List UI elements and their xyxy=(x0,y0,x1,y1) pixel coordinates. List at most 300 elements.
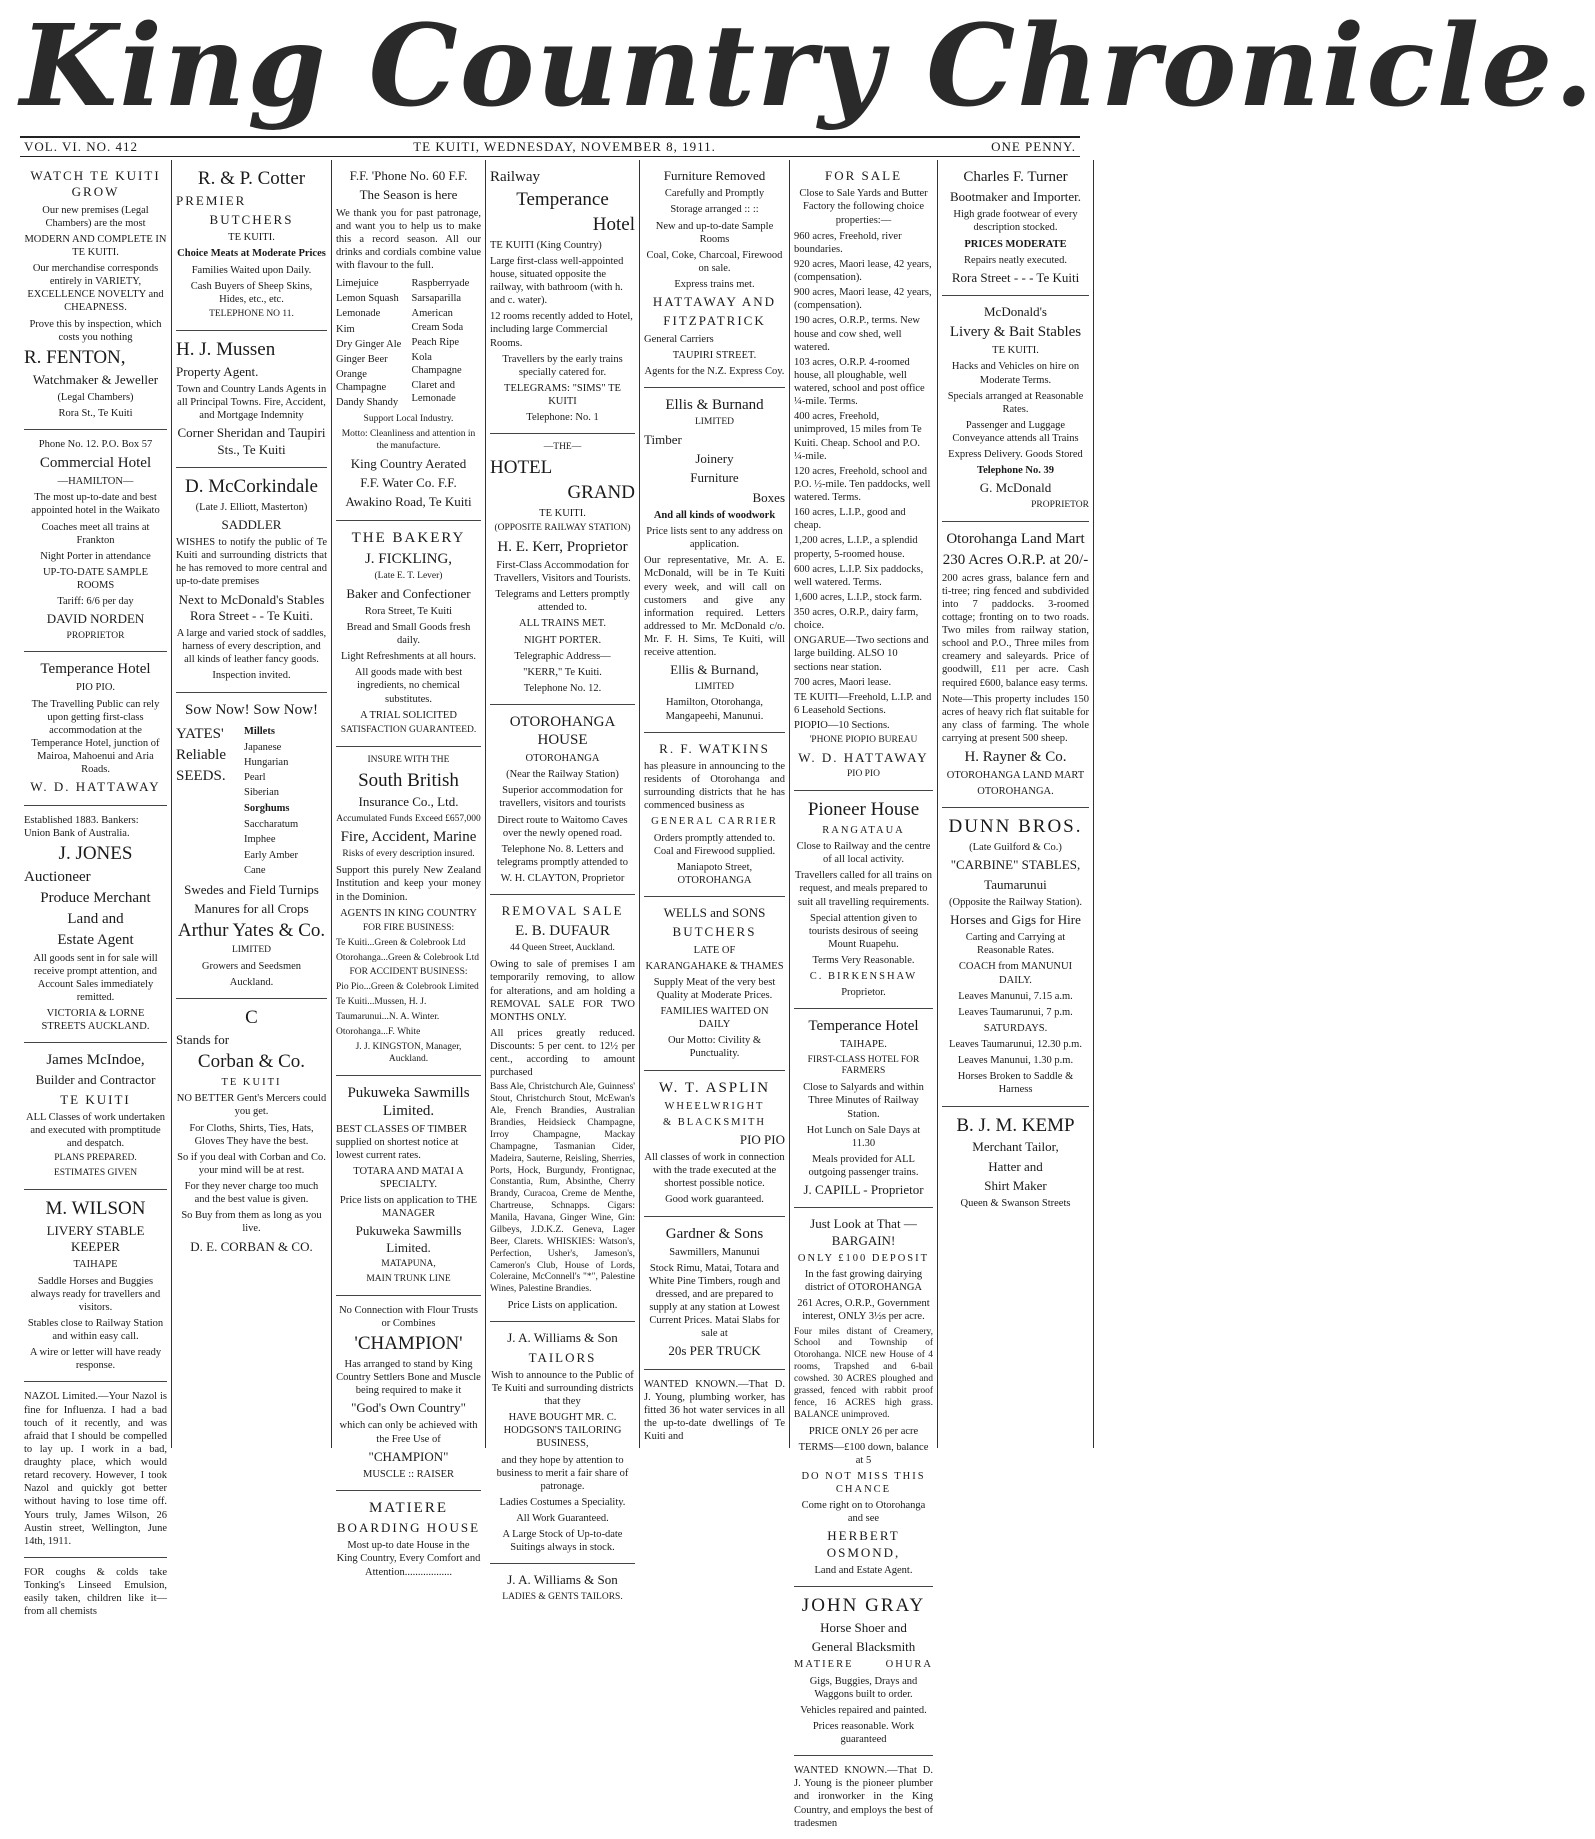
ad-brand: SEEDS. xyxy=(176,767,226,784)
ad-text: 200 acres grass, balance fern and ti-tree; ring fenced and subdivided into 7 paddocks. 3-roomed cottage; fronting on to two roads. Two miles from railway station, school and P.O., Three miles from creamery and saleyards. Price of goodwill, £11 per acre. Cash required £600, balance easy terms. xyxy=(942,572,1089,689)
ad-text: MATAPUNA, xyxy=(381,1258,436,1269)
ad-name: Pukuweka Sawmills Limited. xyxy=(355,1223,462,1255)
ad-text: Price lists sent to any address on application. xyxy=(646,526,783,551)
ad-heading: Temperance Hotel xyxy=(40,661,151,678)
ad-text: Maniapoto Street, OTOROHANGA xyxy=(676,861,753,886)
ad-jones xyxy=(24,806,167,1044)
ad-text: Passenger and Luggage Conveyance attends all Trains xyxy=(952,419,1079,444)
ad-text: Bass Ale, Christchurch Ale, Guinness' Stout, Christchurch Stout, McEwan's Ale, French Brandies, Australian Brandies, Heidsieck Champagne, Irroy Champagne, Mackay Champagne, Tasmanian Cider, Madeira, Sauterne, Reisling, Sherries, Ports, Hock, Burgundy, Frontignac, Constantia, Rum, Absinthe, Cherry Brandy, Curacoa, Creme de Menthe, Chartreuse, Schnapps. Cigars: Manila, Havana, Ginger Wine, Gin: Gilbeys, J.D.K.Z. Geneva, Lager Beer, Clarets. WHISKIES: Watson's, Perfection, Usher's, Jameson's, Cameron's Club, House of Lords, Coleraine, McConnell's "*", Palestine Wines, Palestine Brandies. xyxy=(490,1082,635,1295)
property-item: 600 acres, L.I.P. Six paddocks, well watered. Terms. xyxy=(794,563,924,588)
ad-name: WELLS and SONS xyxy=(663,905,766,920)
ad-text: Carefully and Promptly xyxy=(664,188,765,200)
ad-addr: Awakino Road, Te Kuiti xyxy=(345,494,472,510)
ad-for-sale xyxy=(794,160,933,791)
ad-williams xyxy=(490,1322,635,1564)
ad-place: MATIERE xyxy=(794,1659,854,1671)
ad-text: LIMITED xyxy=(231,945,272,956)
ad-text: ALL Classes of work undertaken and executed with promptitude and despatch. xyxy=(26,1111,165,1150)
ad-text: Direct route to Waitomo Caves over the newly opened road. xyxy=(497,814,628,839)
ad-text: All goods sent in for sale will receive prompt attention, and Account Sales immediately remitted. xyxy=(33,952,158,1004)
ad-role: Horse Shoer and xyxy=(820,1619,907,1635)
ad-text: BEST CLASSES OF TIMBER supplied on shortest notice at lowest current rates. xyxy=(336,1123,468,1161)
ad-text: A wire or letter will have ready response. xyxy=(29,1347,162,1372)
seed-item: Siberian xyxy=(244,787,279,799)
ad-text: KARANGAHAKE & THAMES xyxy=(645,960,784,972)
ad-nazol xyxy=(24,1382,167,1558)
price: ONE PENNY. xyxy=(991,139,1076,154)
ad-name: Pukuweka Sawmills Limited. xyxy=(347,1084,470,1119)
ad-text: MUSCLE :: RAISER xyxy=(362,1468,454,1480)
ad-text: For they never charge too much and the best value is given. xyxy=(184,1181,319,1206)
ad-role: Land and Estate Agent. xyxy=(814,1564,913,1576)
ad-text: Accumulated Funds Exceed £657,000 xyxy=(336,813,481,824)
ad-text: (Legal Chambers) xyxy=(57,391,134,403)
ad-role: WHEELWRIGHT xyxy=(664,1100,765,1112)
ad-name: M. WILSON xyxy=(45,1198,146,1220)
drink-item: Kola Champagne xyxy=(411,351,462,376)
ad-name: Ellis & Burnand, xyxy=(670,662,759,678)
ad-item: Furniture xyxy=(690,470,739,486)
ad-text: LIMITED xyxy=(694,681,735,692)
ad-text: PRICE ONLY 26 per acre xyxy=(808,1425,919,1437)
ad-text: No Connection with Flour Trusts or Combines xyxy=(339,1304,478,1329)
property-item: ONGARUE—Two sections and large building. ALSO 10 sections near station. xyxy=(794,635,929,673)
ad-text: For Cloths, Shirts, Ties, Hats, Gloves They have the best. xyxy=(189,1122,314,1147)
ad-text: Telephone No. 8. Letters and telegrams promptly attended to xyxy=(497,843,628,868)
ad-place: TE KUITI. xyxy=(228,232,275,244)
ad-role: Shirt Maker xyxy=(984,1177,1047,1193)
property-item: 700 acres, Maori lease. xyxy=(794,676,892,688)
property-item: 400 acres, Freehold, unimproved, 15 miles from Te Kuiti. Cheap. School and P.O. ¼-mile. xyxy=(794,411,922,462)
ad-role: PREMIER xyxy=(176,192,247,208)
ad-text: DO NOT MISS THIS CHANCE xyxy=(801,1470,926,1496)
ad-text: Note—This property includes 150 acres of heavy rich flat suitable for any class of farming. The whole carrying at present 500 sheep. xyxy=(942,693,1089,744)
ad-text: WISHES to notify the public of Te Kuiti and surrounding districts that he has removed to more central and up-to-date premises xyxy=(176,537,327,588)
ad-text: Growers and Seedsmen xyxy=(201,961,302,972)
ad-text: NO BETTER Gent's Mercers could you get. xyxy=(176,1093,327,1118)
ad-text: Support Local Industry. xyxy=(363,414,454,425)
property-item: 120 acres, Freehold, school and P.O. ½-mile. Ten paddocks, well watered. Terms. xyxy=(794,465,931,503)
ad-text: Night Porter in attendance xyxy=(40,550,151,562)
ad-mccorkindale xyxy=(176,468,327,693)
ad-otorohanga-house xyxy=(490,705,635,895)
ad-role: & BLACKSMITH xyxy=(662,1116,767,1128)
ad-addr: Rora Street, Te Kuiti xyxy=(364,605,453,617)
ad-role: Builder and Contractor xyxy=(35,1072,156,1088)
ad-name: Arthur Yates & Co. xyxy=(177,920,326,942)
ad-place: TAIHAPE. xyxy=(840,1039,887,1051)
ad-name: HATTAWAY AND xyxy=(652,294,777,310)
ad-text: Wish to announce to the Public of Te Kuiti and surrounding districts that they xyxy=(491,1369,634,1407)
column-7 xyxy=(938,160,1094,1448)
ad-item: Joinery xyxy=(695,451,734,467)
ad-name: Gardner & Sons xyxy=(665,1225,764,1242)
ad-text: Support this purely New Zealand Institution and keep your money in the Dominion. xyxy=(336,865,481,903)
ad-text: Stands for xyxy=(176,1032,230,1048)
ad-place: OTOROHANGA xyxy=(525,753,600,764)
ad-wilson xyxy=(24,1190,167,1382)
ad-place: TE KUITI xyxy=(60,1091,131,1107)
ad-name: H. J. Mussen xyxy=(176,338,276,360)
column-5 xyxy=(640,160,790,1448)
ad-hotel-grand xyxy=(490,434,635,705)
ad-text: Horses and Gigs for Hire xyxy=(950,911,1081,927)
ad-text: Coaches meet all trains at Frankton xyxy=(41,521,150,546)
ad-text: We thank you for past patronage, and want you to help us to make this a record season. All our drinks and cordials combine value with flavour to the full. xyxy=(336,207,481,271)
ad-asplin xyxy=(644,1071,785,1217)
ad-heading: 230 Acres O.R.P. at 20/- xyxy=(942,551,1089,568)
ad-text: A large and varied stock of saddles, harness of every description, and all kinds of leather fancy goods. xyxy=(176,628,327,666)
ad-text: Most up-to date House in the King Country, Every Comfort and Attention.................. xyxy=(336,1540,481,1578)
ad-text: 20s PER TRUCK xyxy=(668,1343,761,1359)
ad-land-mart xyxy=(942,522,1089,809)
seed-item: Japanese xyxy=(244,741,282,753)
ad-prop: H. E. Kerr, Proprietor xyxy=(497,538,628,555)
ad-text: Close to Salyards and within Three Minutes of Railway Station. xyxy=(803,1082,924,1120)
property-item: TE KUITI—Freehold, L.I.P. and 6 Leasehold Sections. xyxy=(794,691,932,716)
ad-text: NAZOL Limited.—Your Nazol is fine for Influenza. I had a bad touch of it recently, and was afraid that I should be compelled to lay up. I work in a bad, draughty place, which would retard recovery. However, I took Nazol and quickly got better without having to lose time off. Yours truly, James Wilson, 26 Austin street, Wellington, June 14th, 1911. xyxy=(24,1391,167,1547)
property-item: 190 acres, O.R.P., terms. New house and cow shed, well watered. xyxy=(794,315,920,353)
ad-text: Leaves Taumarunui, 12.30 p.m. xyxy=(949,1039,1082,1051)
ad-name: Temperance xyxy=(516,189,609,210)
ad-text: Our merchandise corresponds entirely in VARIETY, EXCELLENCE NOVELTY and CHEAPNESS. xyxy=(27,263,164,314)
ad-text: J. J. KINGSTON, Manager, Auckland. xyxy=(355,1041,462,1064)
ad-place: Taumarunui xyxy=(984,876,1047,892)
ad-text: —THE— xyxy=(543,442,582,453)
ad-text: Our representative, Mr. A. E. McDonald, will be in Te Kuiti every week, and will call on customers and give any information required. Letters addressed to Mr. McDonald c/o. Mr. F. H. Sims, Te Kuiti, will receive attention. xyxy=(644,555,785,659)
ad-name: GRAND xyxy=(567,482,635,504)
ad-role: Livery & Bait Stables xyxy=(949,324,1082,341)
ad-matiere-boarding xyxy=(336,1491,481,1588)
ad-text: Owing to sale of premises I am temporarily removing, to allow for alterations, and am holding a REMOVAL SALE FOR TWO MONTHS ONLY. xyxy=(490,959,635,1023)
ad-text: Carting and Carrying at Reasonable Rates. xyxy=(965,932,1066,957)
ad-text: PRICES MODERATE xyxy=(964,238,1067,250)
drink-item: Claret and Lemonade xyxy=(411,380,456,405)
ad-text: Travellers called for all trains on request, and meals prepared to suit all travelling requirements. xyxy=(795,870,932,908)
property-item: 350 acres, O.R.P., dairy farm, choice. xyxy=(794,607,919,632)
drink-item: Limejuice xyxy=(336,278,379,290)
ad-heading: WATCH TE KUITI GROW xyxy=(30,168,161,200)
ad-text: And all kinds of woodwork xyxy=(653,509,776,521)
ad-text: FOR FIRE BUSINESS: xyxy=(362,922,455,933)
ad-text: Families Waited upon Daily. xyxy=(191,264,312,276)
ad-role: PROPRIETOR xyxy=(1031,499,1089,510)
ad-text: —HAMILTON— xyxy=(57,476,134,488)
drink-item: Orange Champagne xyxy=(336,368,387,393)
seed-item: Hungarian xyxy=(244,756,289,768)
ad-addr: TAUPIRI STREET. xyxy=(672,349,757,361)
ad-text: Town and Country Lands Agents in all Principal Towns. Fire, Accident, and Mortgage Indemnity xyxy=(176,383,327,422)
ad-text: ALL TRAINS MET. xyxy=(518,618,606,630)
ad-name: W. D. HATTAWAY xyxy=(798,750,929,765)
ad-text: Vehicles repaired and painted. xyxy=(800,1704,927,1716)
ad-heading: THE BAKERY xyxy=(351,529,466,546)
ad-text: ONLY £100 DEPOSIT xyxy=(797,1252,930,1264)
ad-addr: Rora Street - - - Te Kuiti xyxy=(951,269,1080,285)
ad-text: Established 1883. Bankers: Union Bank of Australia. xyxy=(24,814,139,839)
ad-name: DUNN BROS. xyxy=(948,816,1083,838)
ad-brand: Reliable xyxy=(176,746,226,763)
ad-cotter xyxy=(176,160,327,331)
drink-item: Lemonade xyxy=(336,308,381,320)
ad-text: TELEGRAMS: "SIMS" TE KUITI xyxy=(504,382,621,408)
ad-heading: F.F. 'Phone No. 60 F.F. xyxy=(349,168,468,183)
ad-text: LATE OF xyxy=(693,944,736,956)
ad-text: A Large Stock of Up-to-date Suitings always in stock. xyxy=(502,1529,623,1554)
ad-text: All prices greatly reduced. Discounts: 5 per cent. to 12½ per cent., according to amount purchased xyxy=(490,1027,635,1079)
seed-lists xyxy=(176,722,327,879)
ad-text: WANTED KNOWN.—That D. J. Young is the pioneer plumber and ironworker in the King Country, and employs the best of tradesmen xyxy=(794,1765,933,1829)
seed-item: Pearl xyxy=(244,771,266,783)
ad-temperance-taihape xyxy=(794,1009,933,1208)
ad-hattaway-fitzpatrick xyxy=(644,160,785,388)
ad-text: All goods made with best ingredients, no chemical substitutes. xyxy=(354,667,463,705)
ad-text: Orders promptly attended to. Coal and Firewood supplied. xyxy=(653,832,776,857)
ad-role: Merchant Tailor, xyxy=(972,1139,1059,1155)
ad-text: (Near the Railway Station) xyxy=(506,769,619,781)
ad-text: Gigs, Buggies, Drays and Waggons built to order. xyxy=(809,1675,918,1700)
ad-name: South British xyxy=(358,769,459,791)
ad-text: PLANS PREPARED. xyxy=(54,1153,137,1164)
ad-text: ESTIMATES GIVEN xyxy=(53,1168,138,1179)
ad-text: Ladies Costumes a Speciality. xyxy=(499,1496,626,1508)
ad-brand: YATES' xyxy=(176,725,224,742)
property-item: 1,200 acres, L.I.P., a splendid property, 5-roomed house. xyxy=(794,535,918,560)
ad-name: MATIERE xyxy=(369,1500,448,1517)
ad-text: and they hope by attention to business to merit a fair share of patronage. xyxy=(496,1454,629,1492)
ad-text: FIRST-CLASS HOTEL FOR FARMERS xyxy=(807,1054,920,1077)
ad-text: Choice Meats at Moderate Prices xyxy=(177,248,326,260)
ad-text: "KERR," Te Kuiti. xyxy=(523,666,602,678)
property-item: 960 acres, Freehold, river boundaries. xyxy=(794,230,902,255)
ad-text: Supply Meat of the very best Quality at Moderate Prices. xyxy=(653,976,776,1001)
ad-name: R. FENTON, xyxy=(24,346,126,368)
ad-role: BUTCHERS xyxy=(672,924,757,940)
ad-dufaur xyxy=(490,895,635,1322)
ad-text: All classes of work in connection with the trade executed at the shortest possible notice. xyxy=(644,1152,785,1190)
ad-text: NIGHT PORTER. xyxy=(523,634,602,646)
ad-text: A TRIAL SOLICITED xyxy=(360,709,457,721)
property-list xyxy=(794,230,933,733)
ad-mcdonald-stables xyxy=(942,296,1089,522)
ad-text: Has arranged to stand by King Country Settlers Bone and Muscle being required to make it xyxy=(336,1358,481,1397)
ad-heading: FOR SALE xyxy=(824,168,903,183)
ad-text: (OPPOSITE RAILWAY STATION) xyxy=(494,523,631,533)
ad-heading: Furniture Removed xyxy=(663,168,766,183)
ad-name: McDonald's xyxy=(983,304,1047,319)
column-4 xyxy=(486,160,640,1602)
ad-places xyxy=(794,1658,933,1671)
ad-text: Fire, Accident, Marine xyxy=(340,829,477,846)
ad-text: Tariff: 6/6 per day xyxy=(57,596,134,608)
ad-role: TAILORS xyxy=(528,1349,597,1365)
property-item: PIOPIO—10 Sections. xyxy=(794,720,890,731)
ad-text: Agents for the N.Z. Express Coy. xyxy=(644,365,785,377)
ad-heading: Commercial Hotel xyxy=(39,455,152,472)
ad-text: Te Kuiti...Green & Colebrook Ltd xyxy=(336,937,466,948)
ad-text: Travellers by the early trains specially catered for. xyxy=(502,353,623,378)
ad-john-gray xyxy=(794,1587,933,1756)
ad-role: Hatter and xyxy=(988,1158,1043,1174)
ad-subheading: The Season is here xyxy=(359,187,458,203)
drinks-list xyxy=(336,275,481,411)
ad-tonking xyxy=(24,1558,167,1628)
ad-text: SATURDAYS. xyxy=(983,1022,1048,1034)
ad-role: "CARBINE" STABLES, xyxy=(950,857,1081,873)
ad-item: Boxes xyxy=(752,489,785,505)
ad-text: Express trains met. xyxy=(674,279,755,290)
ad-name: B. J. M. KEMP xyxy=(956,1114,1075,1136)
ad-name: Pioneer House xyxy=(807,799,920,821)
ad-text: has pleasure in announcing to the residents of Otorohanga and surrounding districts that he has commenced business as xyxy=(644,760,785,812)
ad-south-british xyxy=(336,747,481,1076)
ad-text: which can only be achieved with the Free Use of xyxy=(339,1420,478,1445)
ad-text: (Late Guilford & Co.) xyxy=(969,842,1062,854)
ad-ellis-burnand xyxy=(644,388,785,733)
ad-text: Coal, Coke, Charcoal, Firewood on sale. xyxy=(646,249,783,274)
drink-item: Kim xyxy=(336,323,355,335)
ad-name: OTOROHANGA HOUSE xyxy=(509,714,616,748)
ad-name: J. FICKLING, xyxy=(364,550,453,567)
ad-name: King Country Aerated xyxy=(350,455,467,471)
ad-text: In the fast growing dairying district of OTOROHANGA xyxy=(804,1269,923,1294)
ad-role: Property Agent. xyxy=(176,363,259,379)
ad-text: LIMITED xyxy=(694,417,735,427)
ad-role: Watchmaker & Jeweller xyxy=(32,371,159,387)
property-item: 900 acres, Maori lease, 42 years, (compensation). xyxy=(794,287,932,312)
ad-text: Te Kuiti...Mussen, H. J. xyxy=(336,997,427,1008)
ad-name: HOTEL xyxy=(490,457,553,479)
ad-text: FOR coughs & colds take Tonking's Linseed Emulsion, easily taken, children like it—from all chemists xyxy=(24,1566,167,1618)
ad-role: GENERAL CARRIER xyxy=(651,816,778,828)
ad-text: Otorohanga...Green & Colebrook Ltd xyxy=(336,952,479,963)
ad-name: Charles F. Turner xyxy=(963,169,1068,185)
ad-text: Light Refreshments at all hours. xyxy=(340,651,476,663)
ad-text: "CHAMPION" xyxy=(368,1448,449,1464)
ad-mussen xyxy=(176,331,327,468)
ad-text: 261 Acres, O.R.P., Government interest, ONLY 3½s per acre. xyxy=(797,1298,930,1323)
drink-item: Ginger Beer xyxy=(336,353,388,365)
drink-item: Dandy Shandy xyxy=(336,397,399,409)
ad-text: Repairs neatly executed. xyxy=(964,254,1067,266)
column-3 xyxy=(332,160,486,1578)
ad-role: Auctioneer xyxy=(24,868,91,885)
property-item: 103 acres, O.R.P. 4-roomed house, all ploughable, well watered, school and post office ¼-mile. Terms. xyxy=(794,356,925,408)
ad-text: (Late E. T. Lever) xyxy=(374,570,443,581)
drink-item: Lemon Squash xyxy=(336,293,399,305)
ad-text: Swedes and Field Turnips xyxy=(184,881,319,897)
ad-text: Large first-class well-appointed house, situated opposite the railway, with bathroom (with h. and c. water). xyxy=(490,255,624,307)
ad-place: OHURA xyxy=(885,1659,933,1671)
drink-item: Sarsaparilla xyxy=(411,293,462,305)
ad-text: Inspection invited. xyxy=(212,670,291,682)
ad-text: Leaves Manunui, 7.15 a.m. xyxy=(958,990,1073,1002)
ad-text: Express Delivery. Goods Stored xyxy=(948,449,1083,461)
ad-text: Telephone No. 12. xyxy=(523,682,602,694)
ad-role: LADIES & GENTS TAILORS. xyxy=(502,1591,623,1602)
ad-kemp xyxy=(942,1107,1089,1220)
ad-prop: J. CAPILL - Proprietor xyxy=(803,1182,924,1198)
place-date: TE KUITI, WEDNESDAY, NOVEMBER 8, 1911. xyxy=(413,139,716,154)
ad-role: General Carriers xyxy=(644,333,714,345)
ad-text: Good work guaranteed. xyxy=(665,1194,764,1206)
ad-wells-sons xyxy=(644,897,785,1071)
ad-role: Sawmillers, Manunui xyxy=(669,1246,760,1258)
ad-text: Leaves Manunui, 1.30 p.m. xyxy=(957,1055,1074,1067)
drink-item: Peach Ripe xyxy=(411,336,460,348)
ad-text: Prices reasonable. Work guaranteed xyxy=(812,1720,915,1746)
ad-name: F.F. Water Co. F.F. xyxy=(360,475,457,491)
ad-role: Land and xyxy=(67,910,124,927)
ad-text: Telegraphic Address— xyxy=(514,650,611,662)
property-item: 1,600 acres, L.I.P., stock farm. xyxy=(794,591,923,603)
ad-name: Otorohanga Land Mart xyxy=(946,530,1085,547)
dateline xyxy=(20,136,1080,157)
ad-role: Proprietor. xyxy=(841,987,886,999)
ad-text: Cash Buyers of Sheep Skins, Hides, etc., etc. xyxy=(190,280,313,305)
ad-place: PIO PIO xyxy=(847,769,880,780)
ad-text: FAMILIES WAITED ON DAILY xyxy=(660,1006,769,1031)
ad-place: PIO PIO xyxy=(739,1131,785,1147)
ad-name: Hotel xyxy=(592,213,635,235)
ad-fenton xyxy=(24,160,167,430)
ad-text: First-Class Accommodation for Travellers, Visitors and Tourists. xyxy=(494,559,631,584)
ad-text: Four miles distant of Creamery, School and Township of Otorohanga. NICE new House of 4 rooms, Trapshed and 6-bail cowshed. 30 ACRES ploughed and grassed, fenced with rabbit proof fence, 16 ACRES high grass. BALANCE unimproved. xyxy=(794,1326,933,1420)
ad-text: OTOROHANGA LAND MART xyxy=(946,770,1085,782)
ad-text: Close to Railway and the centre of all local activity. xyxy=(796,841,931,866)
ad-text: The most up-to-date and best appointed hotel in the Waikato xyxy=(31,492,160,517)
ad-role: General Blacksmith xyxy=(811,1639,916,1655)
ad-text: Pio Pio...Green & Colebrook Limited xyxy=(336,982,479,993)
ad-text: MODERN AND COMPLETE IN TE KUITI. xyxy=(24,233,167,258)
masthead-title: King Country Chronicle. xyxy=(20,1,1595,132)
ad-item: Timber xyxy=(644,431,682,447)
ad-place: RANGATAUA xyxy=(822,824,905,836)
ad-watkins xyxy=(644,733,785,897)
ad-osmond xyxy=(794,1208,933,1587)
ad-text: Phone No. 12. P.O. Box 57 xyxy=(38,439,153,451)
ad-role: Produce Merchant xyxy=(40,889,151,906)
ad-mcindoe xyxy=(24,1043,167,1190)
ad-role: LIVERY STABLE KEEPER xyxy=(46,1222,145,1255)
ad-turner xyxy=(942,160,1089,296)
ad-text: 12 rooms recently added to Hotel, including large Commercial Rooms. xyxy=(490,311,633,349)
ad-corban xyxy=(176,999,327,1264)
ad-text: Meals provided for ALL outgoing passenger trains. xyxy=(808,1153,919,1179)
ad-text: Saddle Horses and Buggies always ready for travellers and visitors. xyxy=(30,1275,161,1313)
ad-name: Railway xyxy=(490,169,540,185)
ad-name: 'CHAMPION' xyxy=(354,1332,463,1354)
yates-brand xyxy=(176,722,240,879)
seed-item: Saccharatum xyxy=(244,819,299,831)
ad-text: Close to Sale Yards and Butter Factory the following choice properties:— xyxy=(799,188,928,226)
ad-role: BUTCHERS xyxy=(209,212,294,228)
ad-text: TOTARA AND MATAI A SPECIALTY. xyxy=(353,1165,464,1191)
ad-temperance-piopio xyxy=(24,652,167,805)
ad-name: R. & P. Cotter xyxy=(197,168,306,189)
ad-name: D. E. CORBAN & CO. xyxy=(190,1238,313,1254)
property-item: 160 acres, L.I.P., good and cheap. xyxy=(794,507,906,532)
ad-text: TELEPHONE NO 11. xyxy=(209,308,294,319)
seed-item: Early Amber xyxy=(244,849,298,861)
ad-text: Next to McDonald's Stables Rora Street - - Te Kuiti. xyxy=(178,591,325,623)
ad-text: PIO PIO. xyxy=(75,682,116,694)
ad-name: W. D. HATTAWAY xyxy=(30,779,161,795)
drink-item: Raspberryade xyxy=(411,278,470,290)
ad-name: HERBERT OSMOND, xyxy=(826,1528,901,1560)
ad-text: (Opposite the Railway Station). xyxy=(949,896,1082,908)
ad-williams-2 xyxy=(490,1564,635,1612)
